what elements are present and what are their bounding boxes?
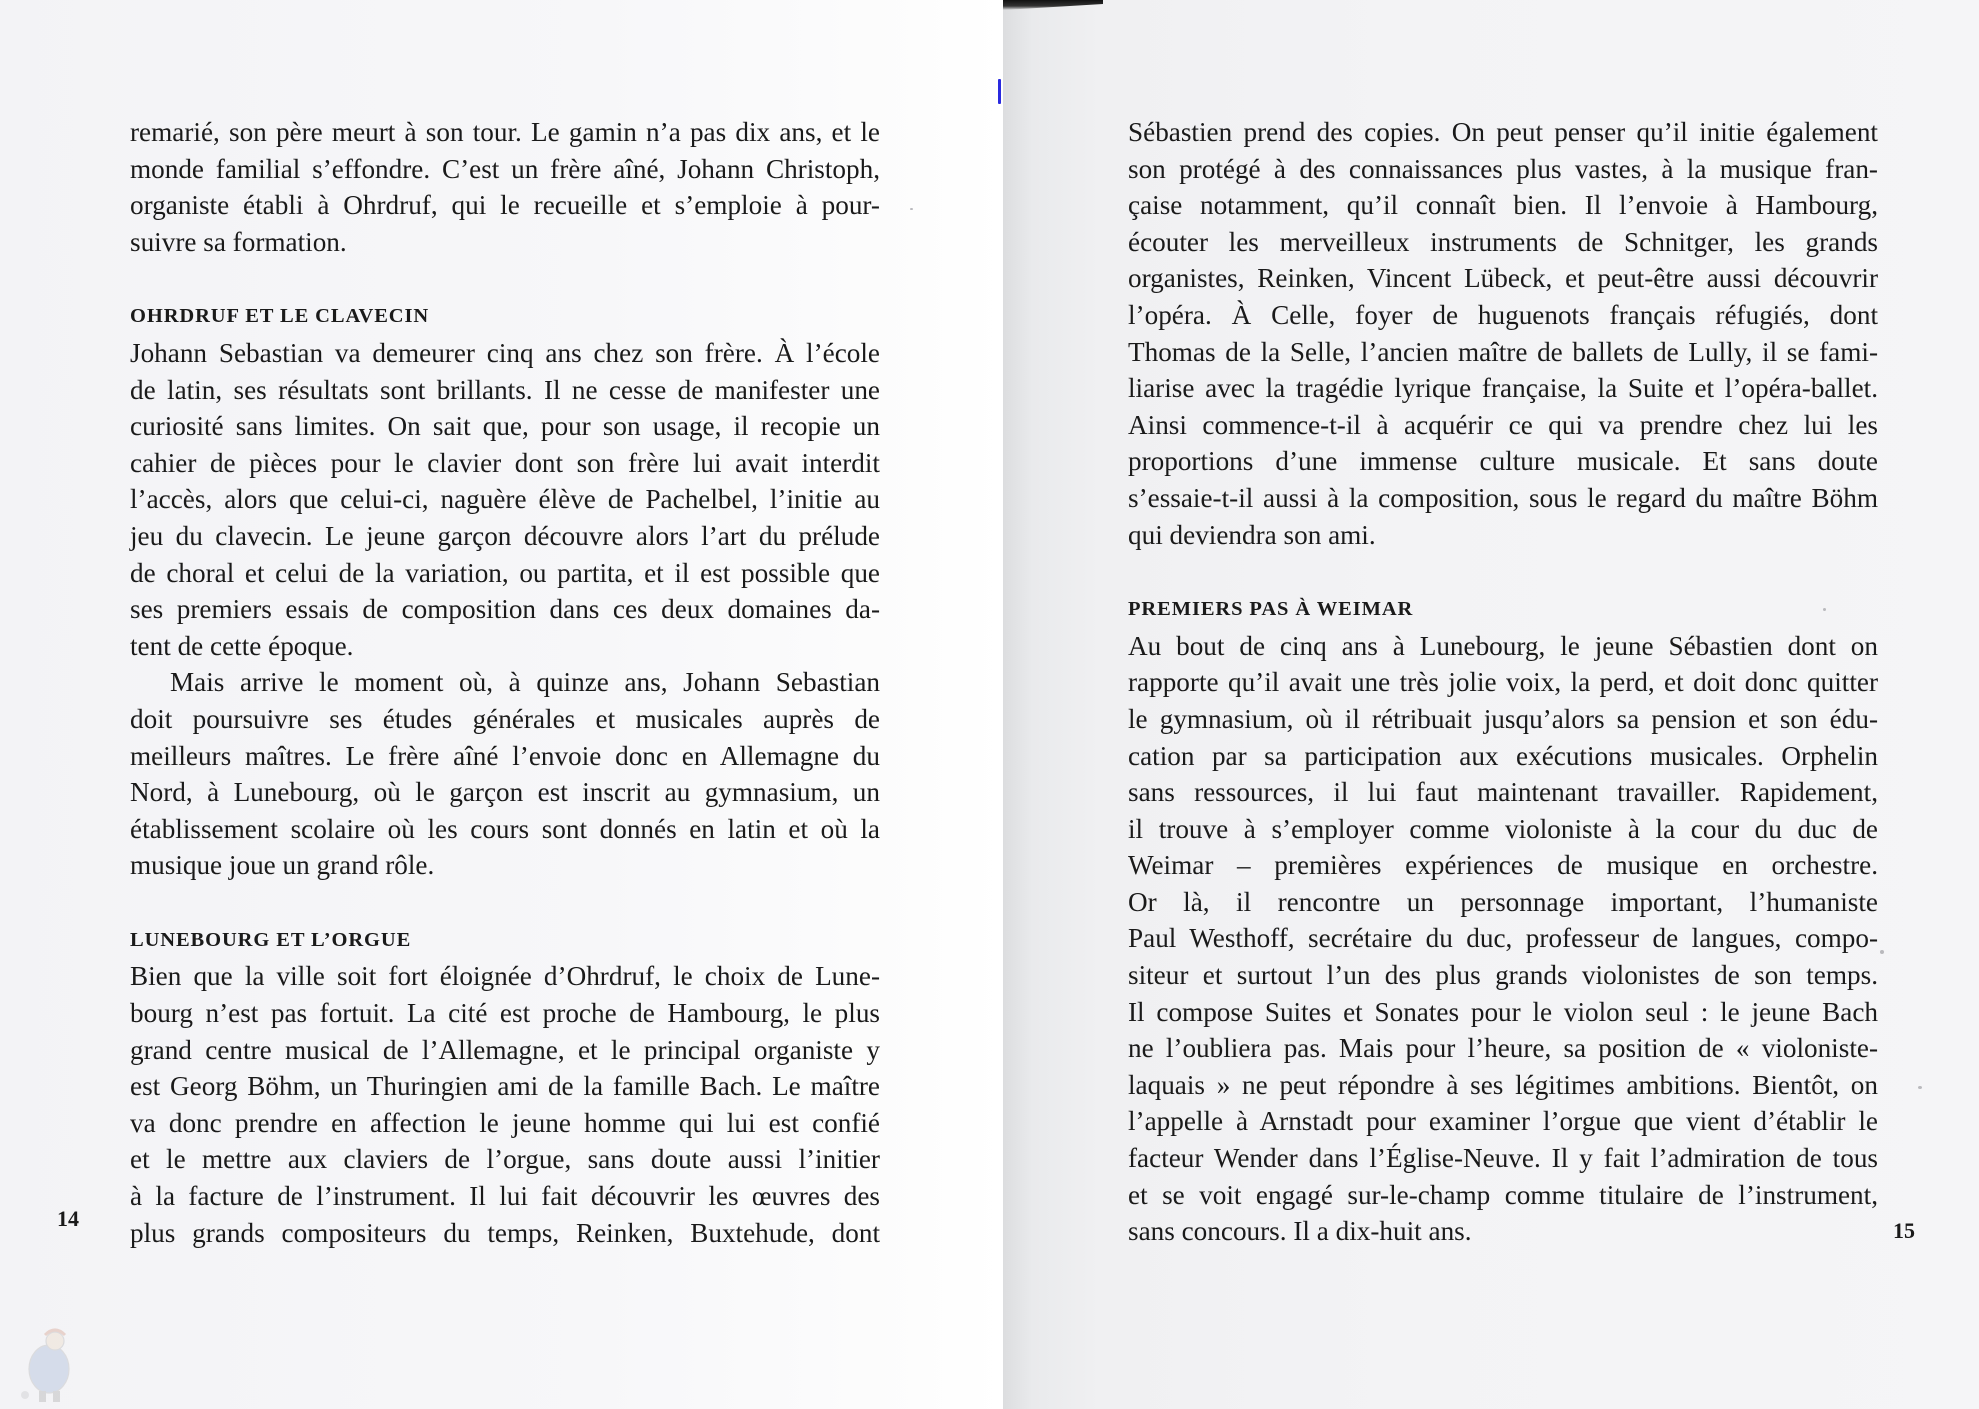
text-line: proportions d’une immense culture musicale. Et sans doute: [1128, 446, 1878, 477]
text-line: organiste établi à Ohrdruf, qui le recueille et s’emploie à pour-: [130, 190, 880, 221]
text-line: Or là, il rencontre un personnage important, l’humaniste: [1128, 886, 1878, 917]
text-line: rapporte qu’il avait une très jolie voix, la perd, et doit donc quitter: [1128, 667, 1878, 698]
text-line: va donc prendre en affection le jeune homme qui lui est confié: [130, 1107, 880, 1138]
text-line: siteur et surtout l’un des plus grands violonistes de son temps.: [1128, 960, 1878, 991]
text-line: s’essaie-t-il aussi à la composition, sous le regard du maître Böhm: [1128, 482, 1878, 513]
paragraph: [130, 664, 880, 884]
text-line: tent de cette époque.: [130, 630, 354, 661]
text-line: cahier de pièces pour le clavier dont son frère lui avait interdit: [130, 447, 880, 478]
text-line: qui deviendra son ami.: [1128, 519, 1376, 550]
text-line: ne l’oubliera pas. Mais pour l’heure, sa position de « violoniste-: [1128, 1033, 1878, 1064]
ink-mark: [998, 79, 1001, 104]
cartoon-figure-watermark-icon: [15, 1325, 80, 1405]
text-line: Il compose Suites et Sonates pour le violon seul : le jeune Bach: [1128, 996, 1878, 1027]
text-line: est Georg Böhm, un Thuringien ami de la famille Bach. Le maître: [130, 1071, 880, 1102]
text-line: l’appelle à Arnstadt pour examiner l’orgue que vient d’établir le: [1128, 1106, 1878, 1137]
text-line: et se voit engagé sur-le-champ comme titulaire de l’instrument,: [1128, 1179, 1878, 1210]
text-line: bourg n’est pas fortuit. La cité est proche de Hambourg, le plus: [130, 998, 880, 1029]
text-line: Sébastien prend des copies. On peut penser qu’il initie également: [1128, 117, 1878, 147]
scan-speck: [910, 208, 913, 210]
scan-speck: [1918, 1086, 1922, 1089]
right-page-body: [1128, 114, 1878, 1250]
page-number-right: 15: [1893, 1218, 1915, 1243]
text-line: à la facture de l’instrument. Il lui fait découvrir les œuvres des: [130, 1181, 880, 1212]
text-line: il trouve à s’employer comme violoniste à la cour du duc de: [1128, 813, 1878, 844]
paragraph: [1128, 114, 1878, 553]
text-line: ses premiers essais de composition dans ces deux domaines da-: [130, 594, 880, 625]
text-line: plus grands compositeurs du temps, Reinken, Buxtehude, dont: [130, 1217, 880, 1248]
text-line: l’opéra. À Celle, foyer de huguenots français réfugiés, dont: [1128, 299, 1878, 330]
scan-speck: [1880, 950, 1884, 954]
paragraph: [130, 114, 880, 260]
text-line: meilleurs maîtres. Le frère aîné l’envoie donc en Allemagne du: [130, 740, 880, 771]
text-line: Johann Sebastian va demeurer cinq ans chez son frère. À l’école: [130, 337, 880, 368]
section-heading: PREMIERS PAS À WEIMAR: [1128, 598, 1414, 621]
text-line: remarié, son père meurt à son tour. Le gamin n’a pas dix ans, et le: [130, 117, 880, 147]
text-line: Thomas de la Selle, l’ancien maître de ballets de Lully, il se fami-: [1128, 336, 1878, 367]
page-number-left: 14: [57, 1206, 79, 1231]
text-line: de choral et celui de la variation, ou partita, et il est possible que: [130, 557, 880, 588]
paragraph: [130, 958, 880, 1251]
text-line: organistes, Reinken, Vincent Lübeck, et peut-être aussi découvrir: [1128, 263, 1878, 294]
paragraph: [1128, 628, 1878, 1250]
text-line: musique joue un grand rôle.: [130, 850, 435, 881]
text-line: Ainsi commence-t-il à acquérir ce qui va prendre chez lui les: [1128, 409, 1878, 440]
text-line: écouter les merveilleux instruments de Schnitger, les grands: [1128, 226, 1878, 257]
text-line: Au bout de cinq ans à Lunebourg, le jeune Sébastien dont on: [1128, 630, 1878, 661]
section-heading: OHRDRUF ET LE CLAVECIN: [130, 305, 430, 328]
paragraph: [130, 335, 880, 664]
text-line: laquais » ne peut répondre à ses légitimes ambitions. Bientôt, on: [1128, 1069, 1878, 1100]
text-line: l’accès, alors que celui-ci, naguère élève de Pachelbel, l’initie au: [130, 484, 880, 515]
section-heading: LUNEBOURG ET L’ORGUE: [130, 928, 412, 951]
text-line: le gymnasium, où il rétribuait jusqu’alors sa pension et son édu-: [1128, 703, 1878, 734]
text-line: monde familial s’effondre. C’est un frère aîné, Johann Christoph,: [130, 153, 880, 184]
text-line: liarise avec la tragédie lyrique française, la Suite et l’opéra-ballet.: [1128, 373, 1878, 404]
text-line: son protégé à des connaissances plus vastes, à la musique fran-: [1128, 153, 1878, 184]
left-page-body: [130, 114, 880, 1251]
text-line: Weimar – premières expériences de musique en orchestre.: [1128, 850, 1878, 881]
text-line: jeu du clavecin. Le jeune garçon découvre alors l’art du prélude: [130, 520, 880, 551]
text-line: sans concours. Il a dix-huit ans.: [1128, 1216, 1472, 1247]
text-line: cation par sa participation aux exécutions musicales. Orphelin: [1128, 740, 1878, 771]
text-line: établissement scolaire où les cours sont donnés en latin et où la: [130, 813, 880, 844]
text-line: çaise notamment, qu’il connaît bien. Il l’envoie à Hambourg,: [1128, 190, 1878, 221]
text-line: grand centre musical de l’Allemagne, et le principal organiste y: [130, 1034, 880, 1065]
text-line: Nord, à Lunebourg, où le garçon est inscrit au gymnasium, un: [130, 777, 880, 808]
text-line: sans ressources, il lui faut maintenant travailler. Rapidement,: [1128, 777, 1878, 808]
text-line: Mais arrive le moment où, à quinze ans, Johann Sebastian: [170, 667, 880, 698]
text-line: facteur Wender dans l’Église-Neuve. Il y fait l’admiration de tous: [1128, 1143, 1878, 1174]
text-line: doit poursuivre ses études générales et musicales auprès de: [130, 703, 880, 734]
text-line: Bien que la ville soit fort éloignée d’Ohrdruf, le choix de Lune-: [130, 961, 880, 992]
text-line: et le mettre aux claviers de l’orgue, sans doute aussi l’initier: [130, 1144, 880, 1175]
text-line: de latin, ses résultats sont brillants. Il ne cesse de manifester une: [130, 374, 880, 405]
text-line: curiosité sans limites. On sait que, pour son usage, il recopie un: [130, 411, 880, 442]
text-line: suivre sa formation.: [130, 226, 347, 257]
text-line: Paul Westhoff, secrétaire du duc, professeur de langues, compo-: [1128, 923, 1878, 954]
